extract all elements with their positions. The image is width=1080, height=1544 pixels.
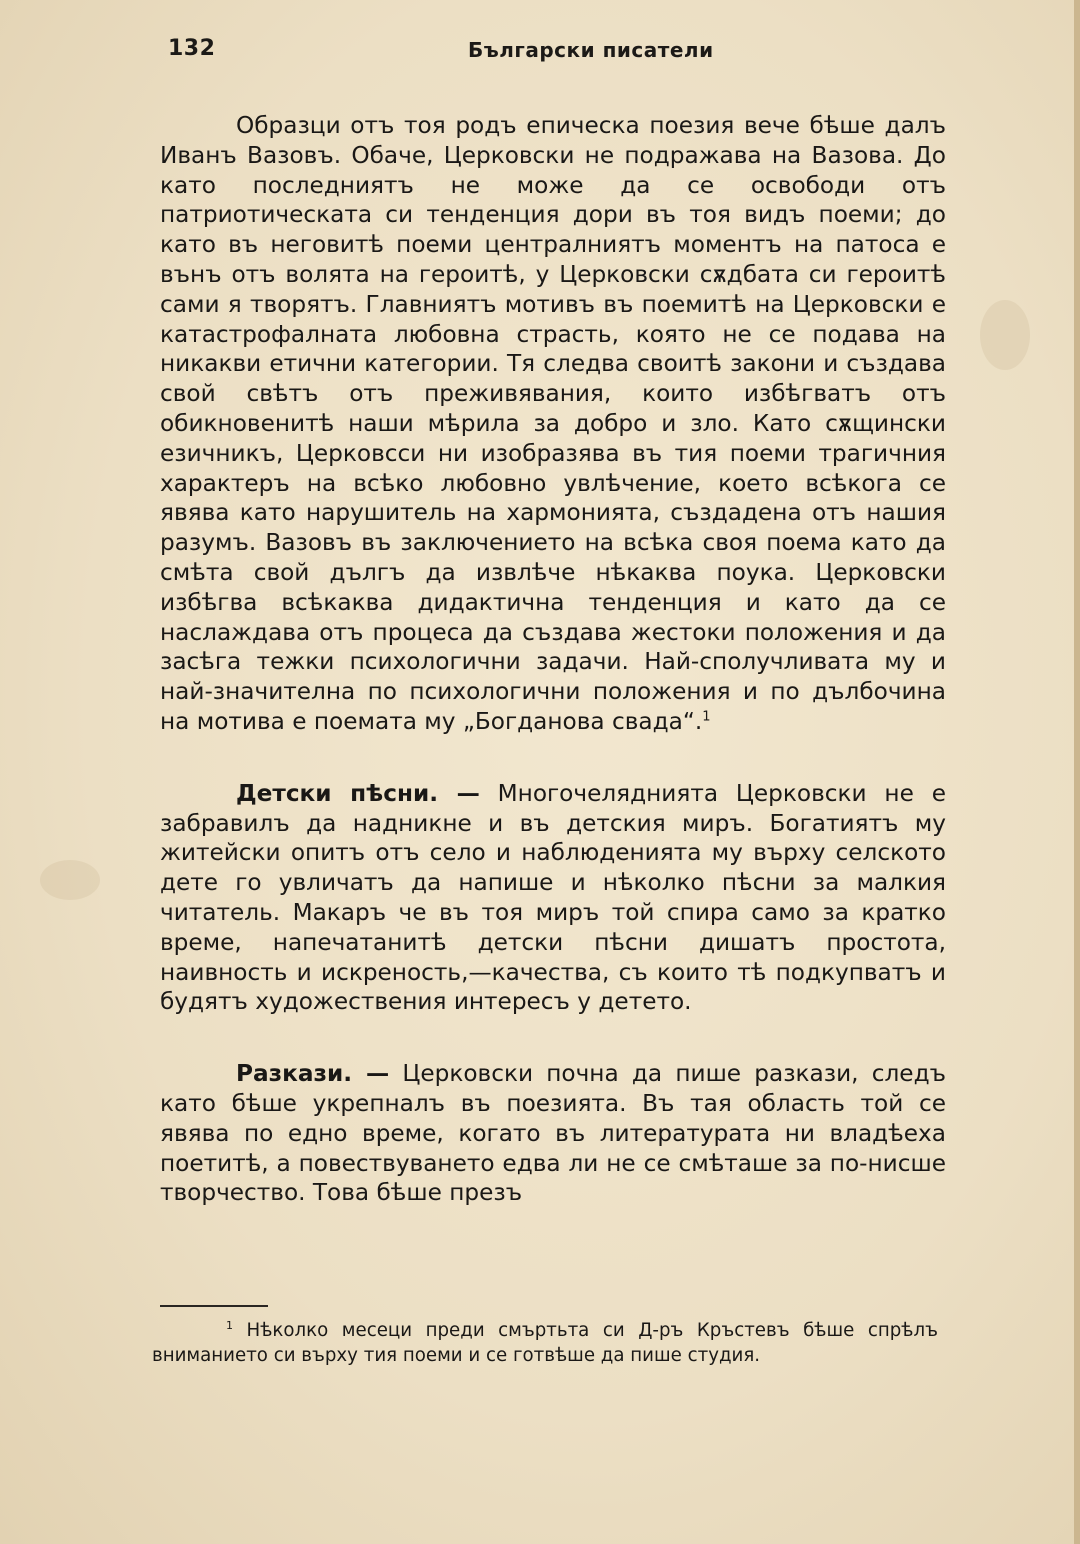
paragraph (160, 779, 946, 1017)
footnote-mark: 1 (226, 1318, 233, 1332)
footnote-text: Нѣколко месеци преди смъртьта си Д-ръ Кръстевъ бѣше спрѣлъ вниманието си върху тия поеми и се готвѣше да пише студия. (152, 1320, 938, 1366)
paragraph-text: Образци отъ тоя родъ епическа поезия вече бѣше далъ Иванъ Вазовъ. Обаче, Церковски не подражава на Вазова. До като последниятъ не може да се освободи отъ патриотическата си тенденция дори въ тоя видъ поеми; до като въ неговитѣ поеми централниятъ моментъ на патоса е вънъ отъ волята на героитѣ, у Церковски сѫдбата си героитѣ сами я творятъ. Главниятъ мотивъ въ поемитѣ на Церковски е катастрофалната любовна страсть, която не се подава на никакви етични категории. Тя следва своитѣ закони и създава свой свѣтъ отъ преживявания, които избѣгватъ отъ обикновенитѣ наши мѣрила за добро и зло. Като сѫщински езичникъ, Церковсси ни изобразява въ тия поеми трагичния характеръ на всѣко любовно увлѣчение, което всѣкога се явява като нарушитель на хармонията, създадена отъ нашия разумъ. Вазовъ въ заключението на всѣка своя поема като да смѣта свой дългъ да извлѣче нѣкаква поука. Церковски избѣгва всѣкаква дидактична тенденция и като да се наслаждава отъ процеса да създава жестоки положения и да засѣга тежки психологични задачи. Най-сполучливата му и най-значителна по психологични положения и по дълбочина на мотива е поемата му „Богданова свада“. (160, 112, 946, 735)
footnote-divider (160, 1305, 268, 1307)
paragraph (160, 1059, 946, 1208)
page-number: 132 (168, 36, 216, 61)
footnote-paragraph (152, 1318, 938, 1368)
paper-stain (980, 300, 1030, 370)
page-header (168, 36, 948, 70)
paper-stain (40, 860, 100, 900)
running-title: Български писатели (468, 38, 714, 62)
body-text (160, 111, 946, 1208)
paragraph (160, 111, 946, 737)
section-heading: Детски пѣсни. — (236, 779, 480, 807)
footnote-reference: 1 (702, 709, 711, 725)
section-heading: Разкази. — (236, 1060, 390, 1088)
paragraph-text: Многочеляднията Церковски не е забравилъ да надникне и въ детския миръ. Богатиятъ му житейски опитъ отъ село и наблюденията му върху селското дете го увличатъ да напише и нѣколко пѣсни за малкия читатель. Макаръ че въ тоя миръ той спира само за кратко време, напечатанитѣ детски пѣсни дишатъ простота, наивность и искреность,—качества, съ които тѣ подкупватъ и будятъ художествения интересъ у детето. (160, 779, 946, 1016)
footnote (152, 1318, 938, 1368)
paragraph-text: Церковски почна да пише разкази, следъ като бѣше укрепналъ въ поезията. Въ тая область той се явява по едно време, когато въ литературата ни владѣеха поетитѣ, а повествуването едва ли не се смѣташе за по-нисше творчество. Това бѣше презъ (160, 1060, 946, 1207)
